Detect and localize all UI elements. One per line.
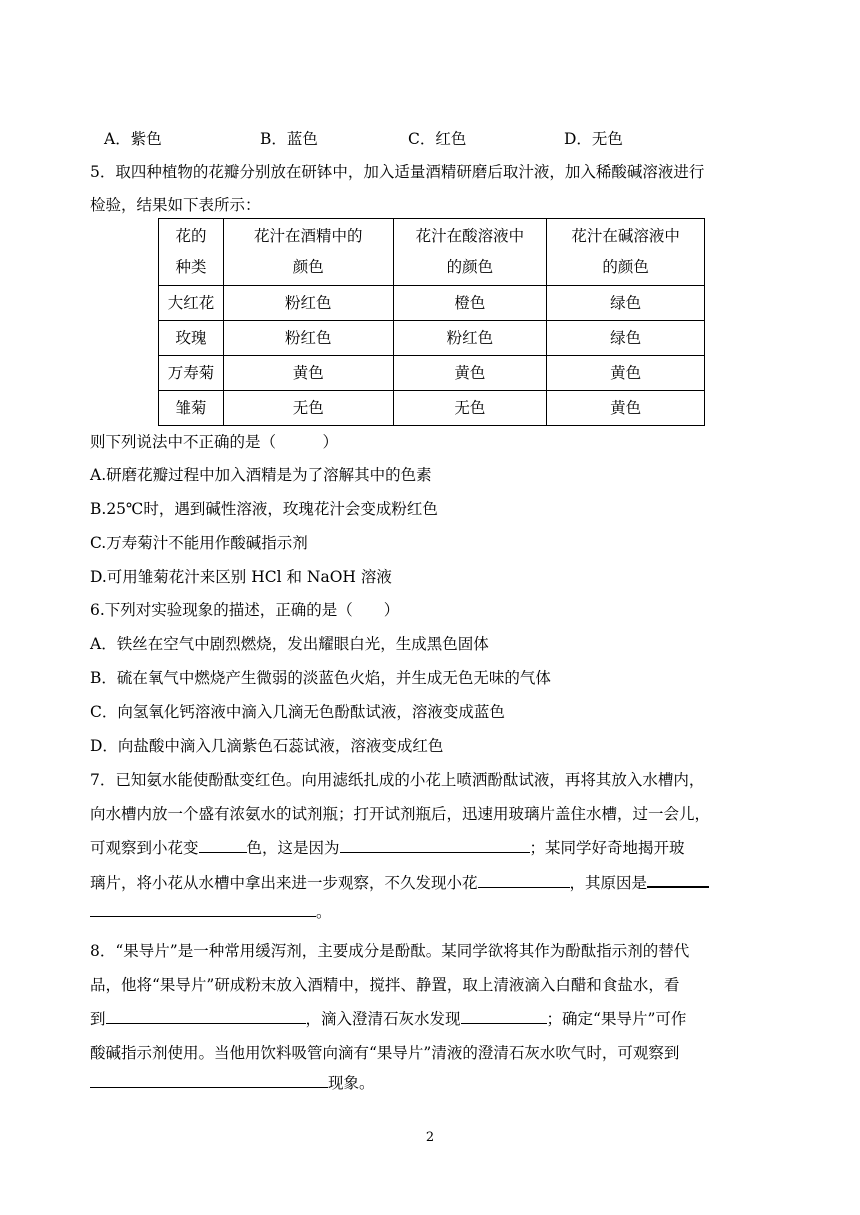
q7-line5: 。 bbox=[90, 900, 332, 922]
q5-option-b: B.25℃时，遇到碱性溶液，玫瑰花汁会变成粉红色 bbox=[90, 500, 438, 518]
table-cell: 橙色 bbox=[393, 286, 547, 321]
table-cell: 黄色 bbox=[547, 391, 705, 426]
table-cell: 粉红色 bbox=[393, 321, 547, 356]
table-cell: 玫瑰 bbox=[159, 321, 224, 356]
q4-option-d: D．无色 bbox=[564, 130, 623, 148]
q8-line2: 品，他将“果导片”研成粉末放入酒精中，搅拌、静置，取上清液滴入白醋和食盐水，看 bbox=[90, 976, 680, 994]
table-cell: 黄色 bbox=[393, 356, 547, 391]
flower-color-table bbox=[158, 218, 705, 426]
q6-option-d: D．向盐酸中滴入几滴紫色石蕊试液，溶液变成红色 bbox=[90, 737, 444, 755]
table-row bbox=[159, 321, 705, 356]
table-row bbox=[159, 391, 705, 426]
table-row bbox=[159, 286, 705, 321]
page-number: 2 bbox=[425, 1130, 435, 1145]
answer-blank[interactable] bbox=[478, 871, 570, 888]
q5-stem-line2: 检验，结果如下表所示： bbox=[90, 196, 261, 214]
table-cell: 粉红色 bbox=[223, 286, 393, 321]
answer-blank[interactable] bbox=[647, 870, 709, 888]
answer-blank[interactable] bbox=[199, 836, 247, 853]
table-cell: 雏菊 bbox=[159, 391, 224, 426]
table-header-row bbox=[159, 219, 705, 286]
table-cell: 万寿菊 bbox=[159, 356, 224, 391]
table-cell: 黄色 bbox=[547, 356, 705, 391]
table-cell: 绿色 bbox=[547, 286, 705, 321]
q5-option-a: A.研磨花瓣过程中加入酒精是为了溶解其中的色素 bbox=[90, 466, 432, 484]
q7-line3: 可观察到小花变 色，这是因为 ；某同学好奇地揭开玻 bbox=[90, 836, 685, 858]
q5-stem-line1: 5．取四种植物的花瓣分别放在研钵中，加入适量酒精研磨后取汁液，加入稀酸碱溶液进行 bbox=[90, 163, 705, 181]
table-header-cell: 花汁在酒精中的 颜色 bbox=[223, 219, 393, 286]
table-cell: 粉红色 bbox=[223, 321, 393, 356]
q8-line1: 8．“果导片”是一种常用缓泻剂，主要成分是酚酞。某同学欲将其作为酚酞指示剂的替代 bbox=[90, 942, 690, 960]
q6-option-b: B．硫在氧气中燃烧产生微弱的淡蓝色火焰，并生成无色无味的气体 bbox=[90, 669, 551, 687]
q4-option-c: C．红色 bbox=[408, 130, 467, 148]
table-cell: 无色 bbox=[223, 391, 393, 426]
table-cell: 绿色 bbox=[547, 321, 705, 356]
q4-option-a: A．紫色 bbox=[104, 130, 162, 148]
q7-line4: 璃片，将小花从水槽中拿出来进一步观察，不久发现小花 ，其原因是 bbox=[90, 870, 709, 893]
answer-blank[interactable] bbox=[461, 1007, 547, 1024]
q5-prompt: 则下列说法中不正确的是（ ） bbox=[90, 433, 339, 451]
q4-options bbox=[90, 127, 790, 153]
table-row bbox=[159, 356, 705, 391]
answer-blank[interactable] bbox=[340, 836, 530, 853]
q4-option-b: B．蓝色 bbox=[260, 130, 318, 148]
answer-blank[interactable] bbox=[90, 1071, 328, 1088]
q6-option-a: A．铁丝在空气中剧烈燃烧，发出耀眼白光，生成黑色固体 bbox=[90, 635, 489, 653]
q6-stem: 6.下列对实验现象的描述，正确的是（ ） bbox=[90, 601, 400, 619]
q8-line3: 到 ，滴入澄清石灰水发现 ；确定“果导片”可作 bbox=[90, 1007, 686, 1029]
table-header-cell: 花的 种类 bbox=[159, 219, 224, 286]
q8-line5: 现象。 bbox=[90, 1071, 375, 1093]
q7-line1: 7．已知氨水能使酚酞变红色。向用滤纸扎成的小花上喷洒酚酞试液，再将其放入水槽内， bbox=[90, 771, 705, 789]
q6-option-c: C．向氢氧化钙溶液中滴入几滴无色酚酞试液，溶液变成蓝色 bbox=[90, 703, 505, 721]
q5-option-c: C.万寿菊汁不能用作酸碱指示剂 bbox=[90, 534, 308, 552]
q8-line4: 酸碱指示剂使用。当他用饮料吸管向滴有“果导片”清液的澄清石灰水吹气时，可观察到 bbox=[90, 1044, 680, 1062]
q5-option-d: D.可用雏菊花汁来区别 HCl 和 NaOH 溶液 bbox=[90, 568, 392, 586]
table-header-cell: 花汁在酸溶液中 的颜色 bbox=[393, 219, 547, 286]
q7-line2: 向水槽内放一个盛有浓氨水的试剂瓶；打开试剂瓶后，迅速用玻璃片盖住水槽，过一会儿， bbox=[90, 805, 711, 823]
table-cell: 大红花 bbox=[159, 286, 224, 321]
table-header-cell: 花汁在碱溶液中 的颜色 bbox=[547, 219, 705, 286]
table-cell: 黄色 bbox=[223, 356, 393, 391]
table-cell: 无色 bbox=[393, 391, 547, 426]
answer-blank[interactable] bbox=[106, 1007, 306, 1024]
answer-blank[interactable] bbox=[90, 900, 316, 917]
